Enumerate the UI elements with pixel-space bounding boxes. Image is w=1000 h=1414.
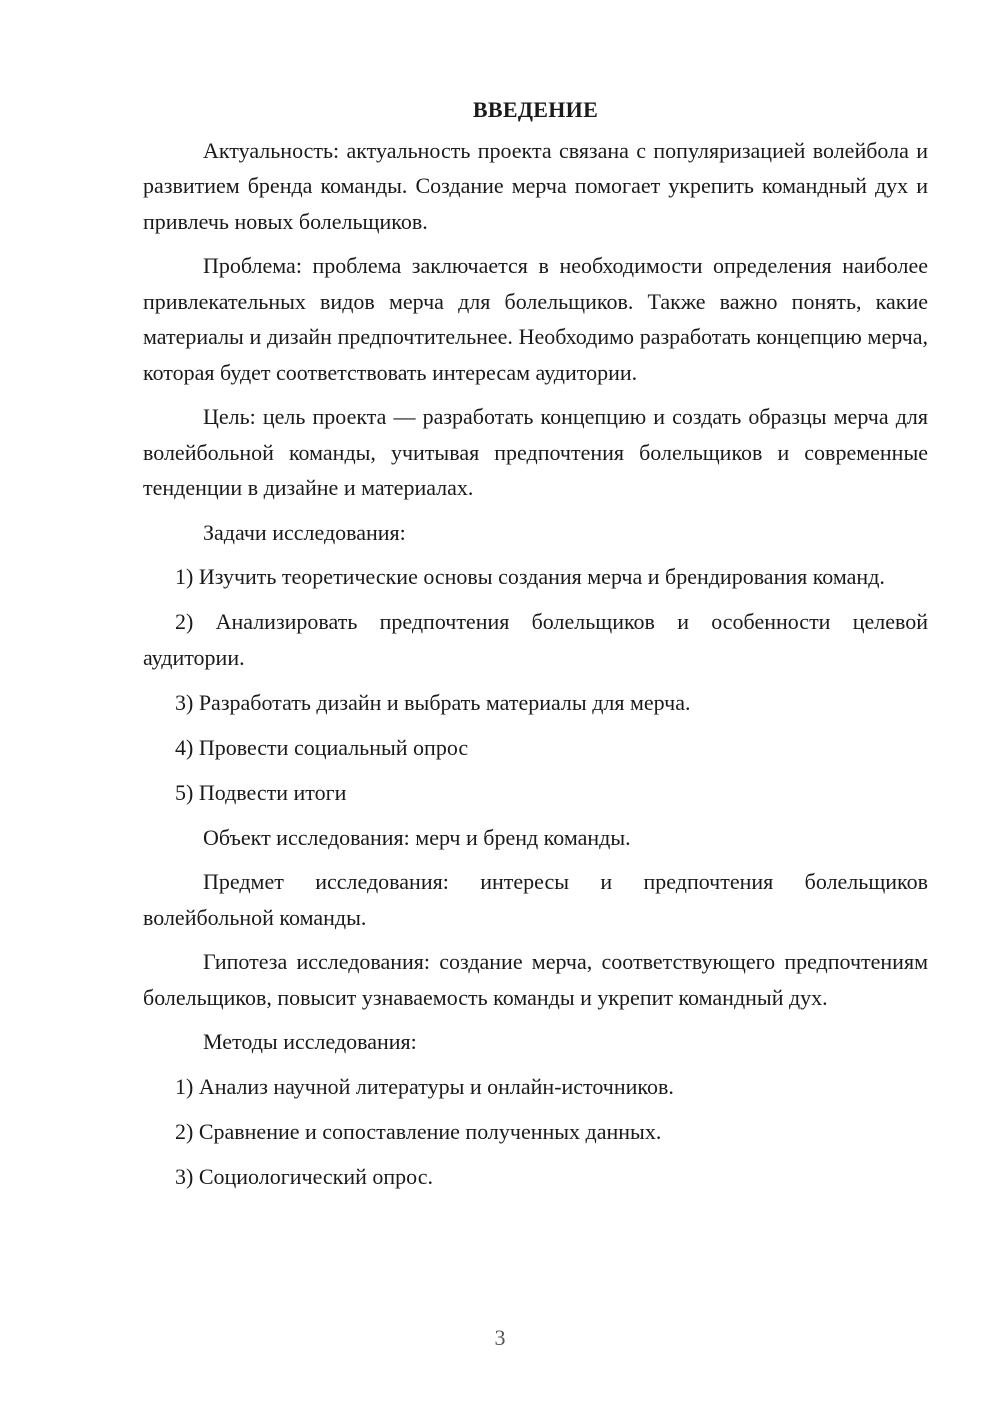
tasks-list — [143, 559, 928, 810]
method-item: 1) Анализ научной литературы и онлайн-источников. — [175, 1073, 674, 1099]
subject-paragraph: Предмет исследования: интересы и предпочтения болельщиков волейбольной команды. — [143, 869, 928, 930]
task-item: 3) Разработать дизайн и выбрать материалы для мерча. — [175, 689, 691, 715]
method-item: 3) Социологический опрос. — [175, 1163, 433, 1189]
methods-list — [143, 1069, 928, 1195]
hypothesis-paragraph: Гипотеза исследования: создание мерча, соответствующего предпочтениям болельщиков, повысит узнаваемость команды и укрепит командный дух. — [143, 949, 928, 1010]
task-item: 4) Провести социальный опрос — [175, 734, 469, 760]
methods-heading: Методы исследования: — [203, 1029, 417, 1054]
tasks-heading: Задачи исследования: — [203, 519, 406, 545]
document-page — [143, 92, 928, 1204]
problem-paragraph: Проблема: проблема заключается в необходимости определения наиболее привлекательных видов мерча для болельщиков. Также важно понять, какие материалы и дизайн предпочтительнее. Необходимо разработать концепцию мерча, которая будет соответствовать интересам аудитории. — [143, 253, 928, 385]
goal-paragraph: Цель: цель проекта — разработать концепцию и создать образцы мерча для волейбольной команды, учитывая предпочтения болельщиков и современные тенденции в дизайне и материалах. — [143, 404, 928, 500]
relevance-paragraph: Актуальность: актуальность проекта связана с популяризацией волейбола и развитием бренда команды. Создание мерча помогает укрепить командный дух и привлечь новых болельщиков. — [143, 137, 928, 234]
task-item: 5) Подвести итоги — [175, 779, 347, 805]
method-item: 2) Сравнение и сопоставление полученных данных. — [175, 1118, 662, 1144]
task-item: 1) Изучить теоретические основы создания мерча и брендирования команд. — [175, 564, 885, 589]
page-number: 3 — [494, 1325, 506, 1350]
task-item: 2) Анализировать предпочтения болельщиков и особенности целевой аудитории. — [143, 609, 928, 670]
page-title: ВВЕДЕНИЕ — [472, 97, 599, 122]
object-paragraph: Объект исследования: мерч и бренд команды. — [203, 824, 631, 850]
